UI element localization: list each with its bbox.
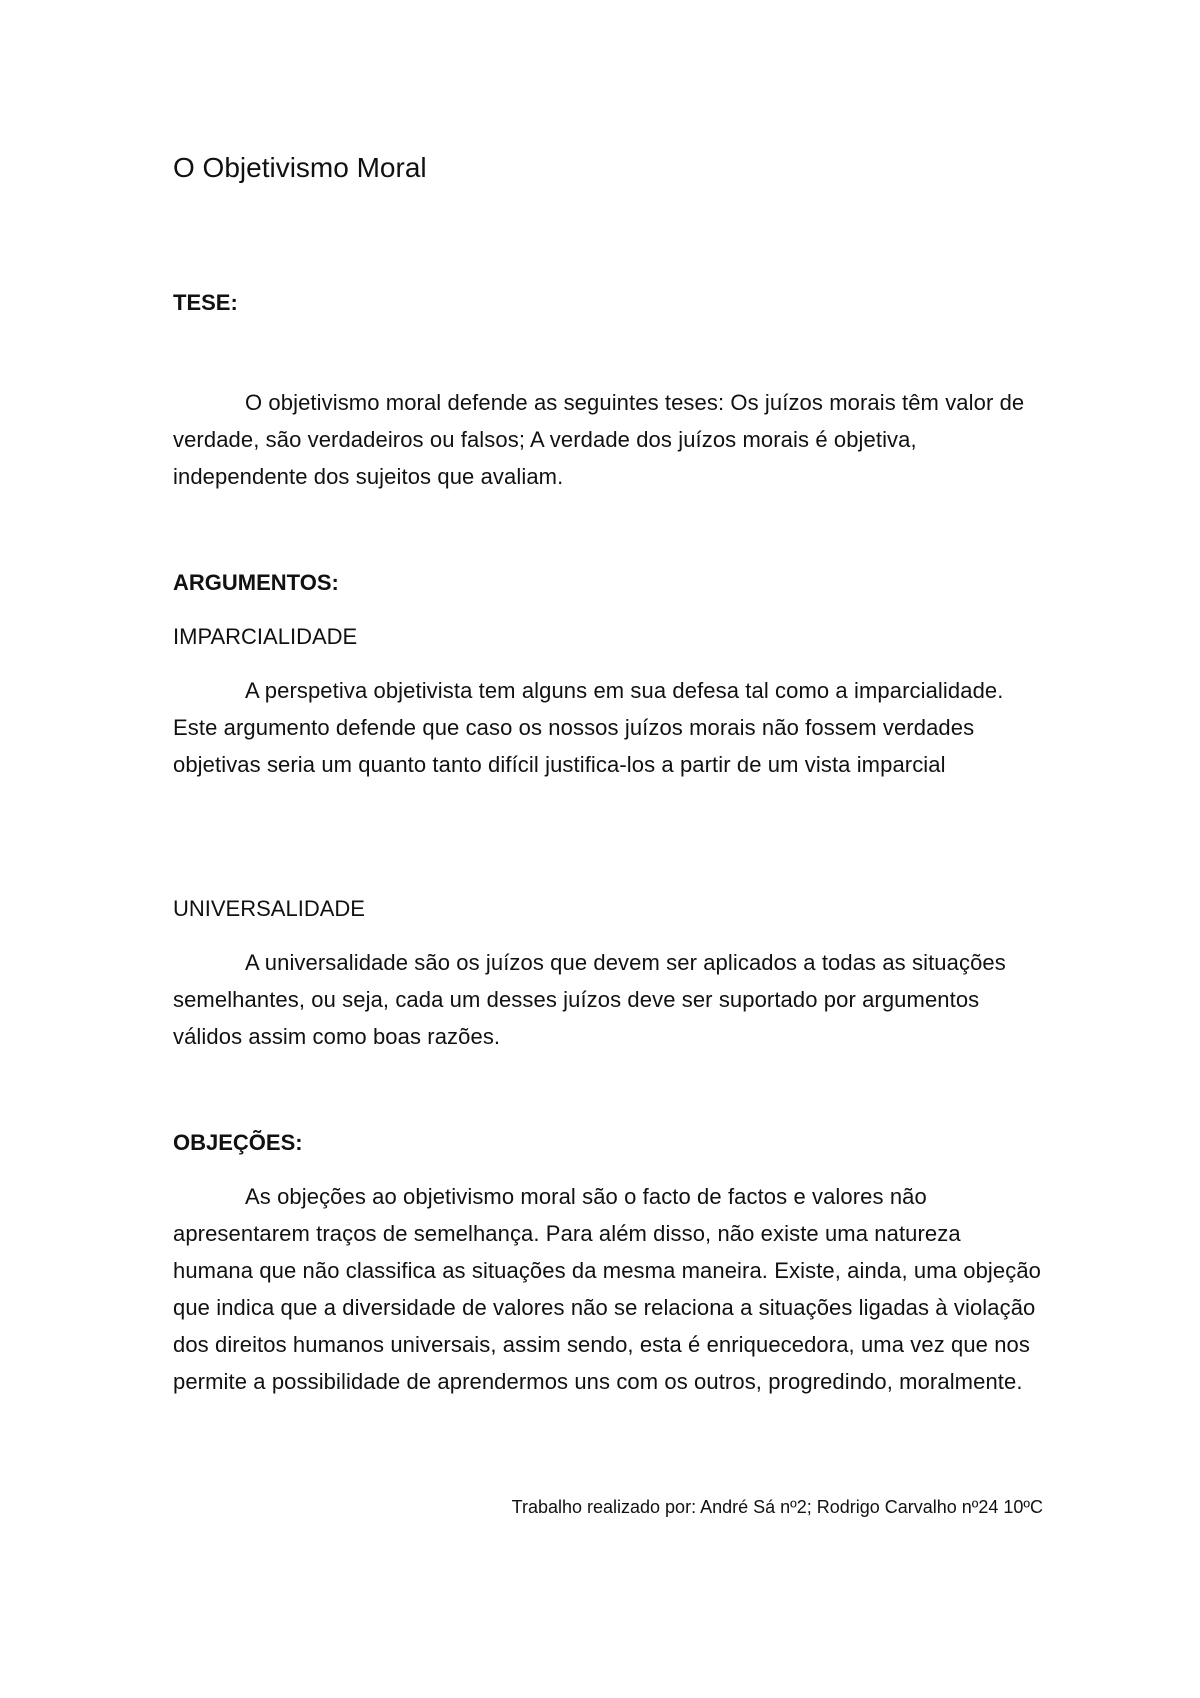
universalidade-section — [173, 944, 1043, 1055]
argumentos-heading: ARGUMENTOS: — [173, 570, 339, 595]
universalidade-paragraph: A universalidade são os juízos que devem ser aplicados a todas as situações semelhantes, ou seja, cada um desses juízos deve ser suportado por argumentos válidos assim como boas razões. — [173, 950, 1006, 1049]
objecoes-paragraph: As objeções ao objetivismo moral são o facto de factos e valores não apresentarem traços de semelhança. Para além disso, não existe uma natureza humana que não classifica as situações da mesma maneira. Existe, ainda, uma objeção que indica que a diversidade de valores não se relaciona a situações ligadas à violação dos direitos humanos universais, assim sendo, esta é enriquecedora, uma vez que nos permite a possibilidade de aprendermos uns com os outros, progredindo, moralmente. — [173, 1184, 1041, 1394]
imparcialidade-section — [173, 672, 1043, 783]
imparcialidade-paragraph: A perspetiva objetivista tem alguns em sua defesa tal como a imparcialidade. Este argumento defende que caso os nossos juízos morais não fossem verdades objetivas seria um quanto tanto difícil justifica-los a partir de um vista imparcial — [173, 678, 1004, 777]
tese-section — [173, 384, 1043, 495]
objecoes-section — [173, 1178, 1043, 1400]
objecoes-heading: OBJEÇÕES: — [173, 1130, 303, 1155]
universalidade-subheading: UNIVERSALIDADE — [173, 896, 365, 921]
document-title: O Objetivismo Moral — [173, 152, 427, 183]
author-credit: Trabalho realizado por: André Sá nº2; Rodrigo Carvalho nº24 10ºC — [511, 1497, 1043, 1517]
tese-heading: TESE: — [173, 290, 238, 315]
imparcialidade-subheading: IMPARCIALIDADE — [173, 624, 358, 649]
tese-paragraph: O objetivismo moral defende as seguintes teses: Os juízos morais têm valor de verdade, são verdadeiros ou falsos; A verdade dos juízos morais é objetiva, independente dos sujeitos que avaliam. — [173, 390, 1025, 489]
